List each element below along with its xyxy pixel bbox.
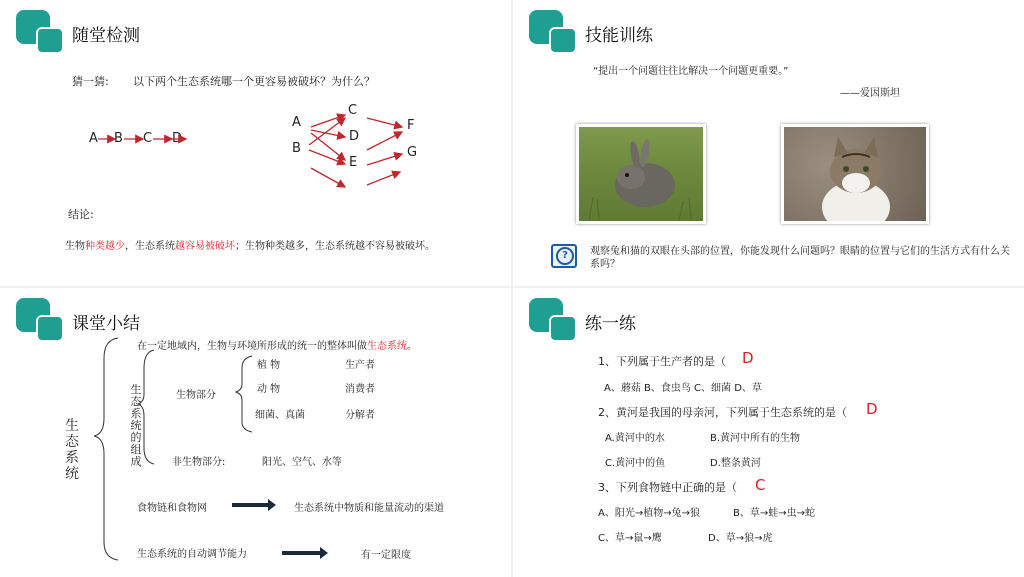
question-text: 以下两个生态系统哪一个更容易被破坏？为什么？: [133, 75, 375, 88]
net-arrow-d-f: [367, 132, 402, 150]
slide-title: 课堂小结: [72, 314, 140, 334]
self-regulation-label: 生态系统的自动调节能力: [137, 549, 247, 560]
chain-letter-a: A: [89, 131, 98, 146]
food-chain-desc: 生态系统中物质和能量流动的渠道: [294, 503, 444, 514]
question-3-option-a: A、阳光→植物→兔→狼: [598, 508, 700, 519]
net-letter-e: E: [349, 155, 358, 170]
net-arrow-b-c: [309, 118, 345, 145]
composition-brace: [138, 350, 154, 464]
net-arrow-b-e2: [311, 168, 345, 187]
slide-title: 练一练: [585, 314, 636, 334]
conclusion-label: 结论:: [68, 208, 94, 221]
food-chain-label: 食物链和食物网: [137, 503, 207, 514]
definition-highlight: 生态系统: [367, 341, 407, 352]
food-chain-arrow-icon: [232, 503, 268, 507]
net-letter-d: D: [349, 129, 360, 144]
net-arrow-c-f: [367, 118, 402, 127]
question-1-options: A、蘑菇 B、食虫鸟 C、细菌 D、草: [604, 383, 762, 394]
slide-title: 随堂检测: [72, 26, 140, 46]
answer-2: D: [866, 400, 878, 418]
conclusion-part3: ，生态系统: [125, 241, 175, 252]
question-2: 2、黄河是我国的母亲河，下列属于生态系统的是（: [598, 406, 847, 419]
conclusion-text: [65, 237, 435, 252]
slide-title: 技能训练: [585, 26, 653, 46]
row-plants: 植 物: [257, 360, 281, 371]
observe-question-line2: 系吗？: [590, 259, 620, 270]
teal-logo-icon: [529, 10, 575, 50]
net-arrow-b-e: [309, 150, 345, 164]
row-decomposer: 分解者: [345, 410, 375, 421]
conclusion-part5: ；生物种类越多，生态系统越不容易被破坏。: [235, 241, 435, 252]
question-3-option-b: B、草→蛙→虫→蛇: [733, 508, 815, 519]
observe-question-line1: 观察兔和猫的双眼在头部的位置，你能发现什么问题吗？眼睛的位置与它们的生活方式有什么关: [590, 246, 1010, 257]
rabbit-photo: [576, 124, 706, 224]
net-letter-a: A: [292, 115, 301, 130]
conclusion-part1: 生物: [65, 241, 85, 252]
question-1: 1、下列属于生产者的是（: [598, 355, 726, 368]
net-letter-b: B: [292, 141, 301, 156]
quote-author: ——爱因斯坦: [840, 88, 900, 99]
question-2-option-a: A.黄河中的水: [605, 433, 665, 444]
chain-letter-d: D: [172, 131, 183, 146]
chain-letter-b: B: [114, 131, 123, 146]
net-letter-g: G: [407, 145, 418, 160]
row-consumer: 消费者: [345, 384, 375, 395]
conclusion-highlight1: 种类越少: [85, 241, 125, 252]
question-2-option-d: D.整条黄河: [710, 458, 761, 469]
net-arrow-a-c: [311, 115, 345, 127]
bio-brace: [236, 356, 252, 432]
cat-illustration: [784, 127, 926, 221]
quote-text: “提出一个问题往往比解决一个问题更重要。”: [593, 66, 789, 77]
question-3-option-d: D、草→狼→虎: [708, 533, 773, 544]
self-regulation-desc: 有一定限度: [361, 550, 411, 561]
answer-3: C: [755, 476, 766, 494]
question-icon: ?: [551, 244, 577, 268]
answer-1: D: [742, 349, 754, 367]
slide-summary: [0, 288, 511, 577]
question-2-option-c: C.黄河中的鱼: [605, 458, 666, 469]
net-letter-c: C: [348, 103, 358, 118]
definition-part3: 。: [407, 341, 417, 352]
row-animals: 动 物: [257, 384, 281, 395]
nonbio-items: 阳光、空气、水等: [262, 457, 342, 468]
row-producer: 生产者: [345, 360, 375, 371]
guess-label: 猜一猜:: [72, 75, 109, 88]
system-vertical-label: 生态系统: [65, 418, 79, 482]
definition-part1: 在一定地域内，生物与环境所形成的统一的整体叫做: [137, 341, 367, 352]
composition-vertical-label: 生态系统的组成: [130, 383, 142, 468]
row-bacteria: 细菌、真菌: [255, 410, 305, 421]
slide-random-test: [0, 0, 511, 286]
nonbio-part-label: 非生物部分:: [172, 457, 226, 468]
net-arrow-e-g: [367, 154, 402, 165]
question-3-option-c: C、草→鼠→鹰: [598, 533, 662, 544]
chain-letter-c: C: [143, 131, 153, 146]
summary-braces: [0, 288, 511, 577]
question-2-option-b: B.黄河中所有的生物: [710, 433, 801, 444]
outer-brace: [94, 338, 118, 560]
conclusion-highlight2: 越容易被破坏: [175, 241, 235, 252]
question-3: 3、下列食物链中正确的是（: [598, 481, 737, 494]
cat-photo: [781, 124, 929, 224]
net-arrow-e-g2: [367, 172, 400, 185]
rabbit-illustration: [579, 127, 703, 221]
teal-logo-icon: [529, 298, 575, 338]
bio-part-label: 生物部分: [176, 390, 216, 401]
net-arrow-a-e: [311, 133, 345, 160]
self-regulation-arrow-icon: [282, 551, 320, 555]
net-letter-f: F: [407, 118, 415, 133]
slide-practice: [513, 288, 1024, 577]
